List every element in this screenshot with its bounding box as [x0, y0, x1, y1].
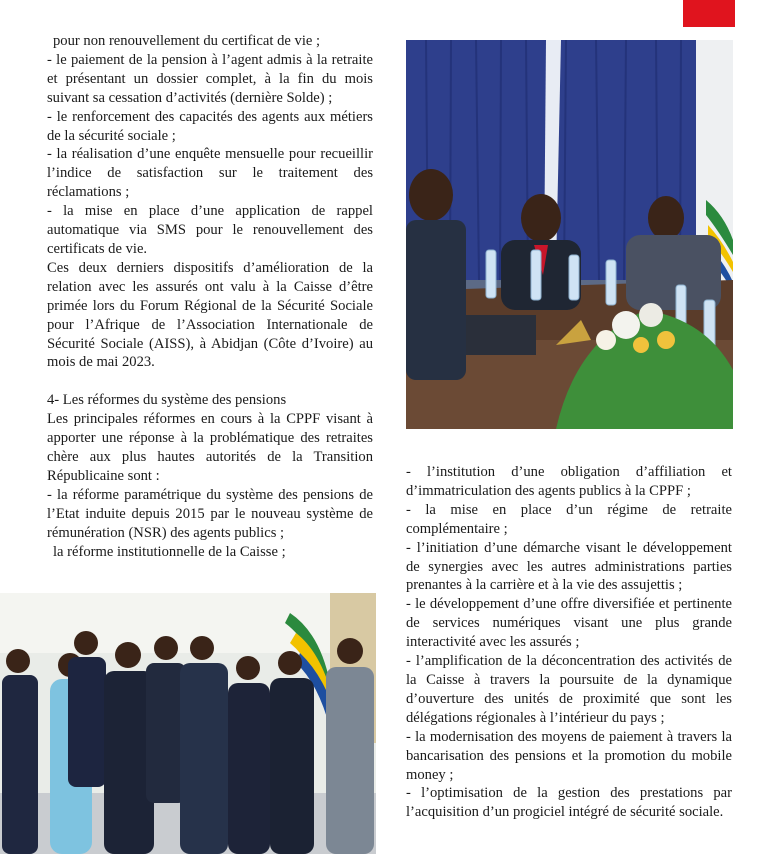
paragraph: - la réforme paramétrique du système des pensions de l’Etat induite depuis 2015 par le nouveau système de rémunération (NSR) des agents publics ;: [47, 486, 373, 541]
paragraph: - la mise en place d’une application de rappel automatique via SMS pour le renouvellement des certificats de vie.: [47, 203, 373, 257]
paragraph: - la réalisation d’une enquête mensuelle pour recueillir l’indice de satisfaction sur le traitement des réclamations ;: [47, 146, 373, 201]
paragraph: - la mise en place d’un régime de retraite complémentaire ;: [406, 501, 732, 537]
paragraph: - la modernisation des moyens de paiement à travers la bancarisation des pensions et la promotion du mobile money ;: [406, 728, 732, 783]
red-corner-tab: [683, 0, 735, 27]
paragraph: - l’optimisation de la gestion des prestations par l’acquisition d’un progiciel intégré de sécurité sociale.: [406, 785, 732, 821]
paragraph: - le renforcement des capacités des agents aux métiers de la sécurité sociale ;: [47, 108, 373, 144]
paragraph: - l’initiation d’une démarche visant le développement de synergies avec les autres administrations parties prenantes à la carrière et à la vie des assujettis ;: [406, 539, 732, 594]
paragraph: - le paiement de la pension à l’agent admis à la retraite et présentant un dossier complet, à la fin du mois suivant sa cessation d’activités (dernière Solde) ;: [47, 51, 373, 106]
section-heading: 4- Les réformes du système des pensions: [47, 392, 287, 409]
paragraph: la réforme institutionnelle de la Caisse ;: [53, 543, 286, 560]
paragraph: - l’amplification de la déconcentration des activités de la Caisse à travers la poursuite de la dynamique d’ouverture des unités de proximité que sont les délégations régionales à l’intérieur du pays ;: [406, 653, 732, 726]
group-photo: [0, 593, 376, 854]
paragraph: Les principales réformes en cours à la CPPF visant à apporter une réponse à la problématique des retraites chère aux plus hautes autorités de la Transition Républicaine sont :: [47, 411, 373, 484]
paragraph: - le développement d’une offre diversifiée et pertinente de services numériques visant une plus grande interactivité avec les assurés ;: [406, 596, 732, 651]
paragraph: Ces deux derniers dispositifs d’amélioration de la relation avec les assurés ont valu à la Caisse d’être primée lors du Forum Régional de la Sécurité Sociale pour l’Afrique de l’Association Internationale de Sécurité Sociale (AISS), à Abidjan (Côte d’Ivoire) au mois de mai 2023.: [47, 259, 373, 371]
paragraph: pour non renouvellement du certificat de vie ;: [53, 33, 321, 49]
paragraph: - l’institution d’une obligation d’affiliation et d’immatriculation des agents publics à la CPPF ;: [406, 464, 732, 499]
right-text-column: [406, 463, 732, 822]
meeting-photo: [406, 40, 733, 429]
left-text-column: [47, 32, 373, 561]
